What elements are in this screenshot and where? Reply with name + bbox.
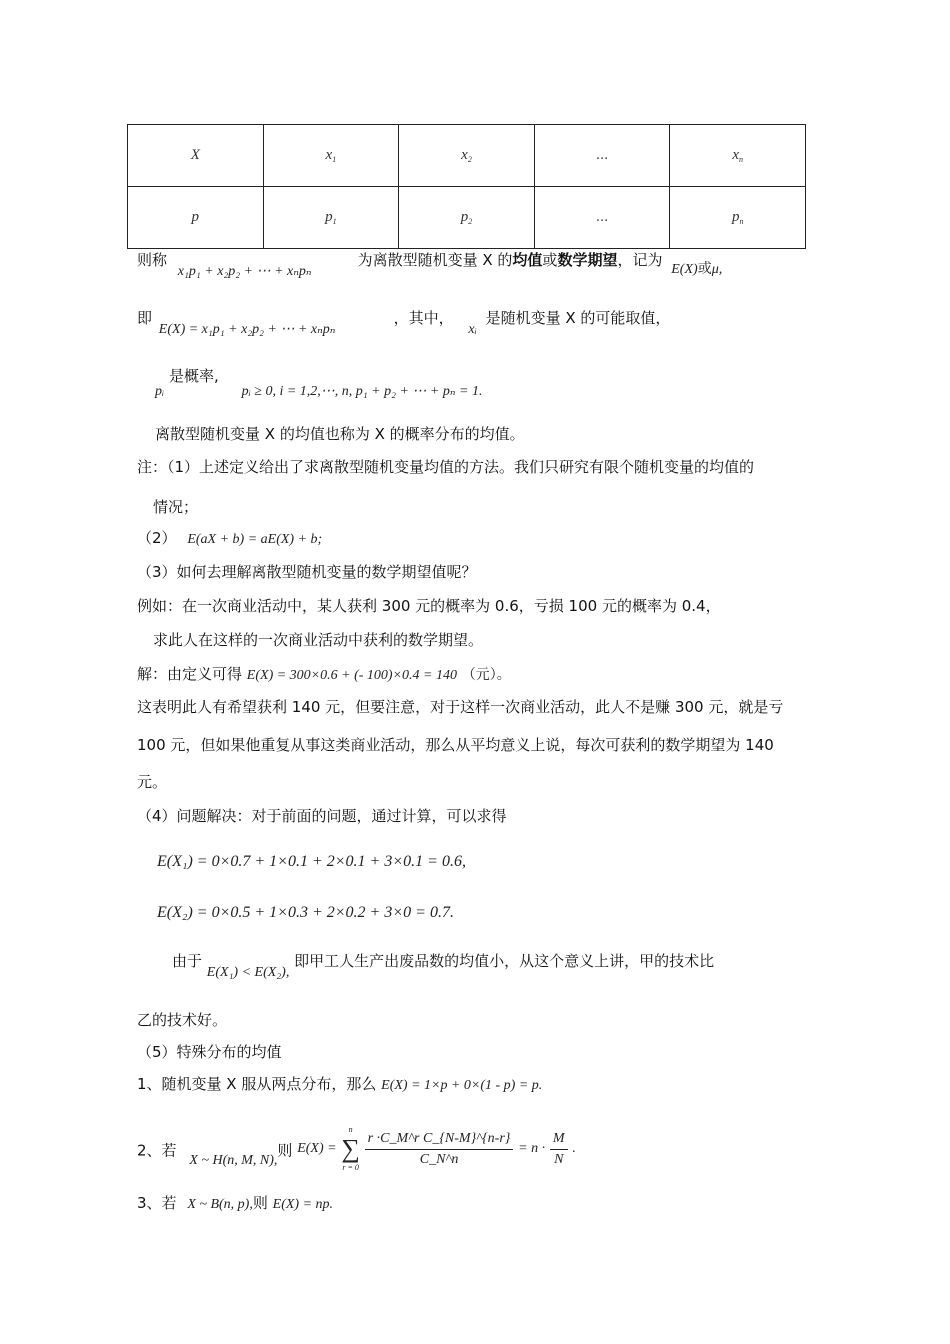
table-cell: $x_2$ (399, 125, 535, 187)
conclusion-line: 乙的技术好。 (137, 1011, 228, 1029)
example-line-1: 例如：在一次商业活动中，某人获利 300 元的概率为 0.6，亏损 100 元的概率为 0.4， (137, 597, 721, 615)
note-1: 注：（1）上述定义给出了求离散型随机变量均值的方法。我们只研究有限个随机变量的均值的 (137, 458, 755, 476)
table-cell: $x_1$ (263, 125, 399, 187)
example-line-2: 求此人在这样的一次商业活动中获利的数学期望。 (153, 631, 484, 649)
explanation-line-2: 100 元，但如果他重复从事这类商业活动，那么从平均意义上说，每次可获利的数学期望为 140 (137, 736, 774, 754)
definition-line-1: 则称 x₁p₁ + x₂p₂ + ⋯ + xₙpₙ 为离散型随机变量 X 的均值或数学期望，记为 E(X)或μ, (137, 251, 723, 279)
two-point-line: 1、随机变量 X 服从两点分布，那么 E(X) = 1×p + 0×(1 - p) = p. (137, 1075, 543, 1093)
table-cell: $p_n$ (670, 187, 806, 249)
comparison-line: 由于 E(X₁) < E(X₂), 即甲工人生产出废品数的均值小，从这个意义上讲，甲的技术比 (172, 952, 715, 980)
table-row-p (128, 187, 806, 249)
m-over-n-fraction: $\frac{M}{N}$ (550, 1129, 568, 1170)
formula-e2: E(X₂) = 0×0.5 + 1×0.3 + 2×0.2 + 3×0 = 0.7. (157, 904, 454, 921)
solution-line: 解：由定义可得 E(X) = 300×0.6 + (- 100)×0.4 = 140 （元）。 (137, 665, 511, 683)
table-cell: $p_2$ (399, 187, 535, 249)
note-1-cont: 情况； (153, 498, 199, 516)
definition-line-3: pᵢ 是概率, pᵢ ≥ 0, i = 1,2,⋯, n, p₁ + p₂ + ⋯ + pₙ = 1. (155, 367, 483, 399)
table-cell: $p_1$ (263, 187, 399, 249)
table-row-x (128, 125, 806, 187)
table-cell: p (128, 187, 264, 249)
table-cell: ... (534, 187, 670, 249)
table-cell: X (128, 125, 264, 187)
text-mean-alias: 离散型随机变量 X 的均值也称为 X 的概率分布的均值。 (155, 425, 525, 443)
explanation-line-1: 这表明此人有希望获利 140 元，但要注意，对于这样一次商业活动，此人不是赚 300 元，就是亏 (137, 698, 784, 716)
binomial-line: 3、若 X ~ B(n, p),则 E(X) = np. (137, 1194, 334, 1212)
note-3: （3）如何去理解离散型随机变量的数学期望值呢？ (137, 563, 477, 581)
table-cell: $x_n$ (670, 125, 806, 187)
problem-solving-heading: （4）问题解决：对于前面的问题，通过计算，可以求得 (137, 807, 507, 825)
summation: n ∑ r = 0 (341, 1125, 360, 1172)
table-cell: ... (534, 125, 670, 187)
distribution-table (127, 124, 806, 249)
explanation-line-3: 元。 (137, 773, 168, 791)
hypergeometric-line: 2、若 X ~ H(n, M, N),则 E(X) = n ∑ r = 0 $\frac{\text{r ·C\_M\textasciicircum{}r C\_\{N-M\}\textasciicircum{}\{n-r\}}}{C\_N\^{}n}$ = n · $\frac{M}{N}$ . (137, 1125, 576, 1172)
formula-e1: E(X₁) = 0×0.7 + 1×0.1 + 2×0.1 + 3×0.1 = 0.6, (157, 853, 466, 870)
definition-line-2: 即 E(X) = x₁p₁ + x₂p₂ + ⋯ + xₙpₙ ，其中， xᵢ 是随机变量 X 的可能取值， (137, 309, 671, 337)
note-2: （2） E(aX + b) = aE(X) + b; (137, 529, 323, 547)
hypergeometric-fraction: $\frac{\text{r ·C\_M\textasciicircum{}r C\_\{N-M\}\textasciicircum{}\{n-r\}}}{C\_N\^{}n}$ (365, 1129, 514, 1170)
special-distributions-heading: （5）特殊分布的均值 (137, 1043, 282, 1061)
